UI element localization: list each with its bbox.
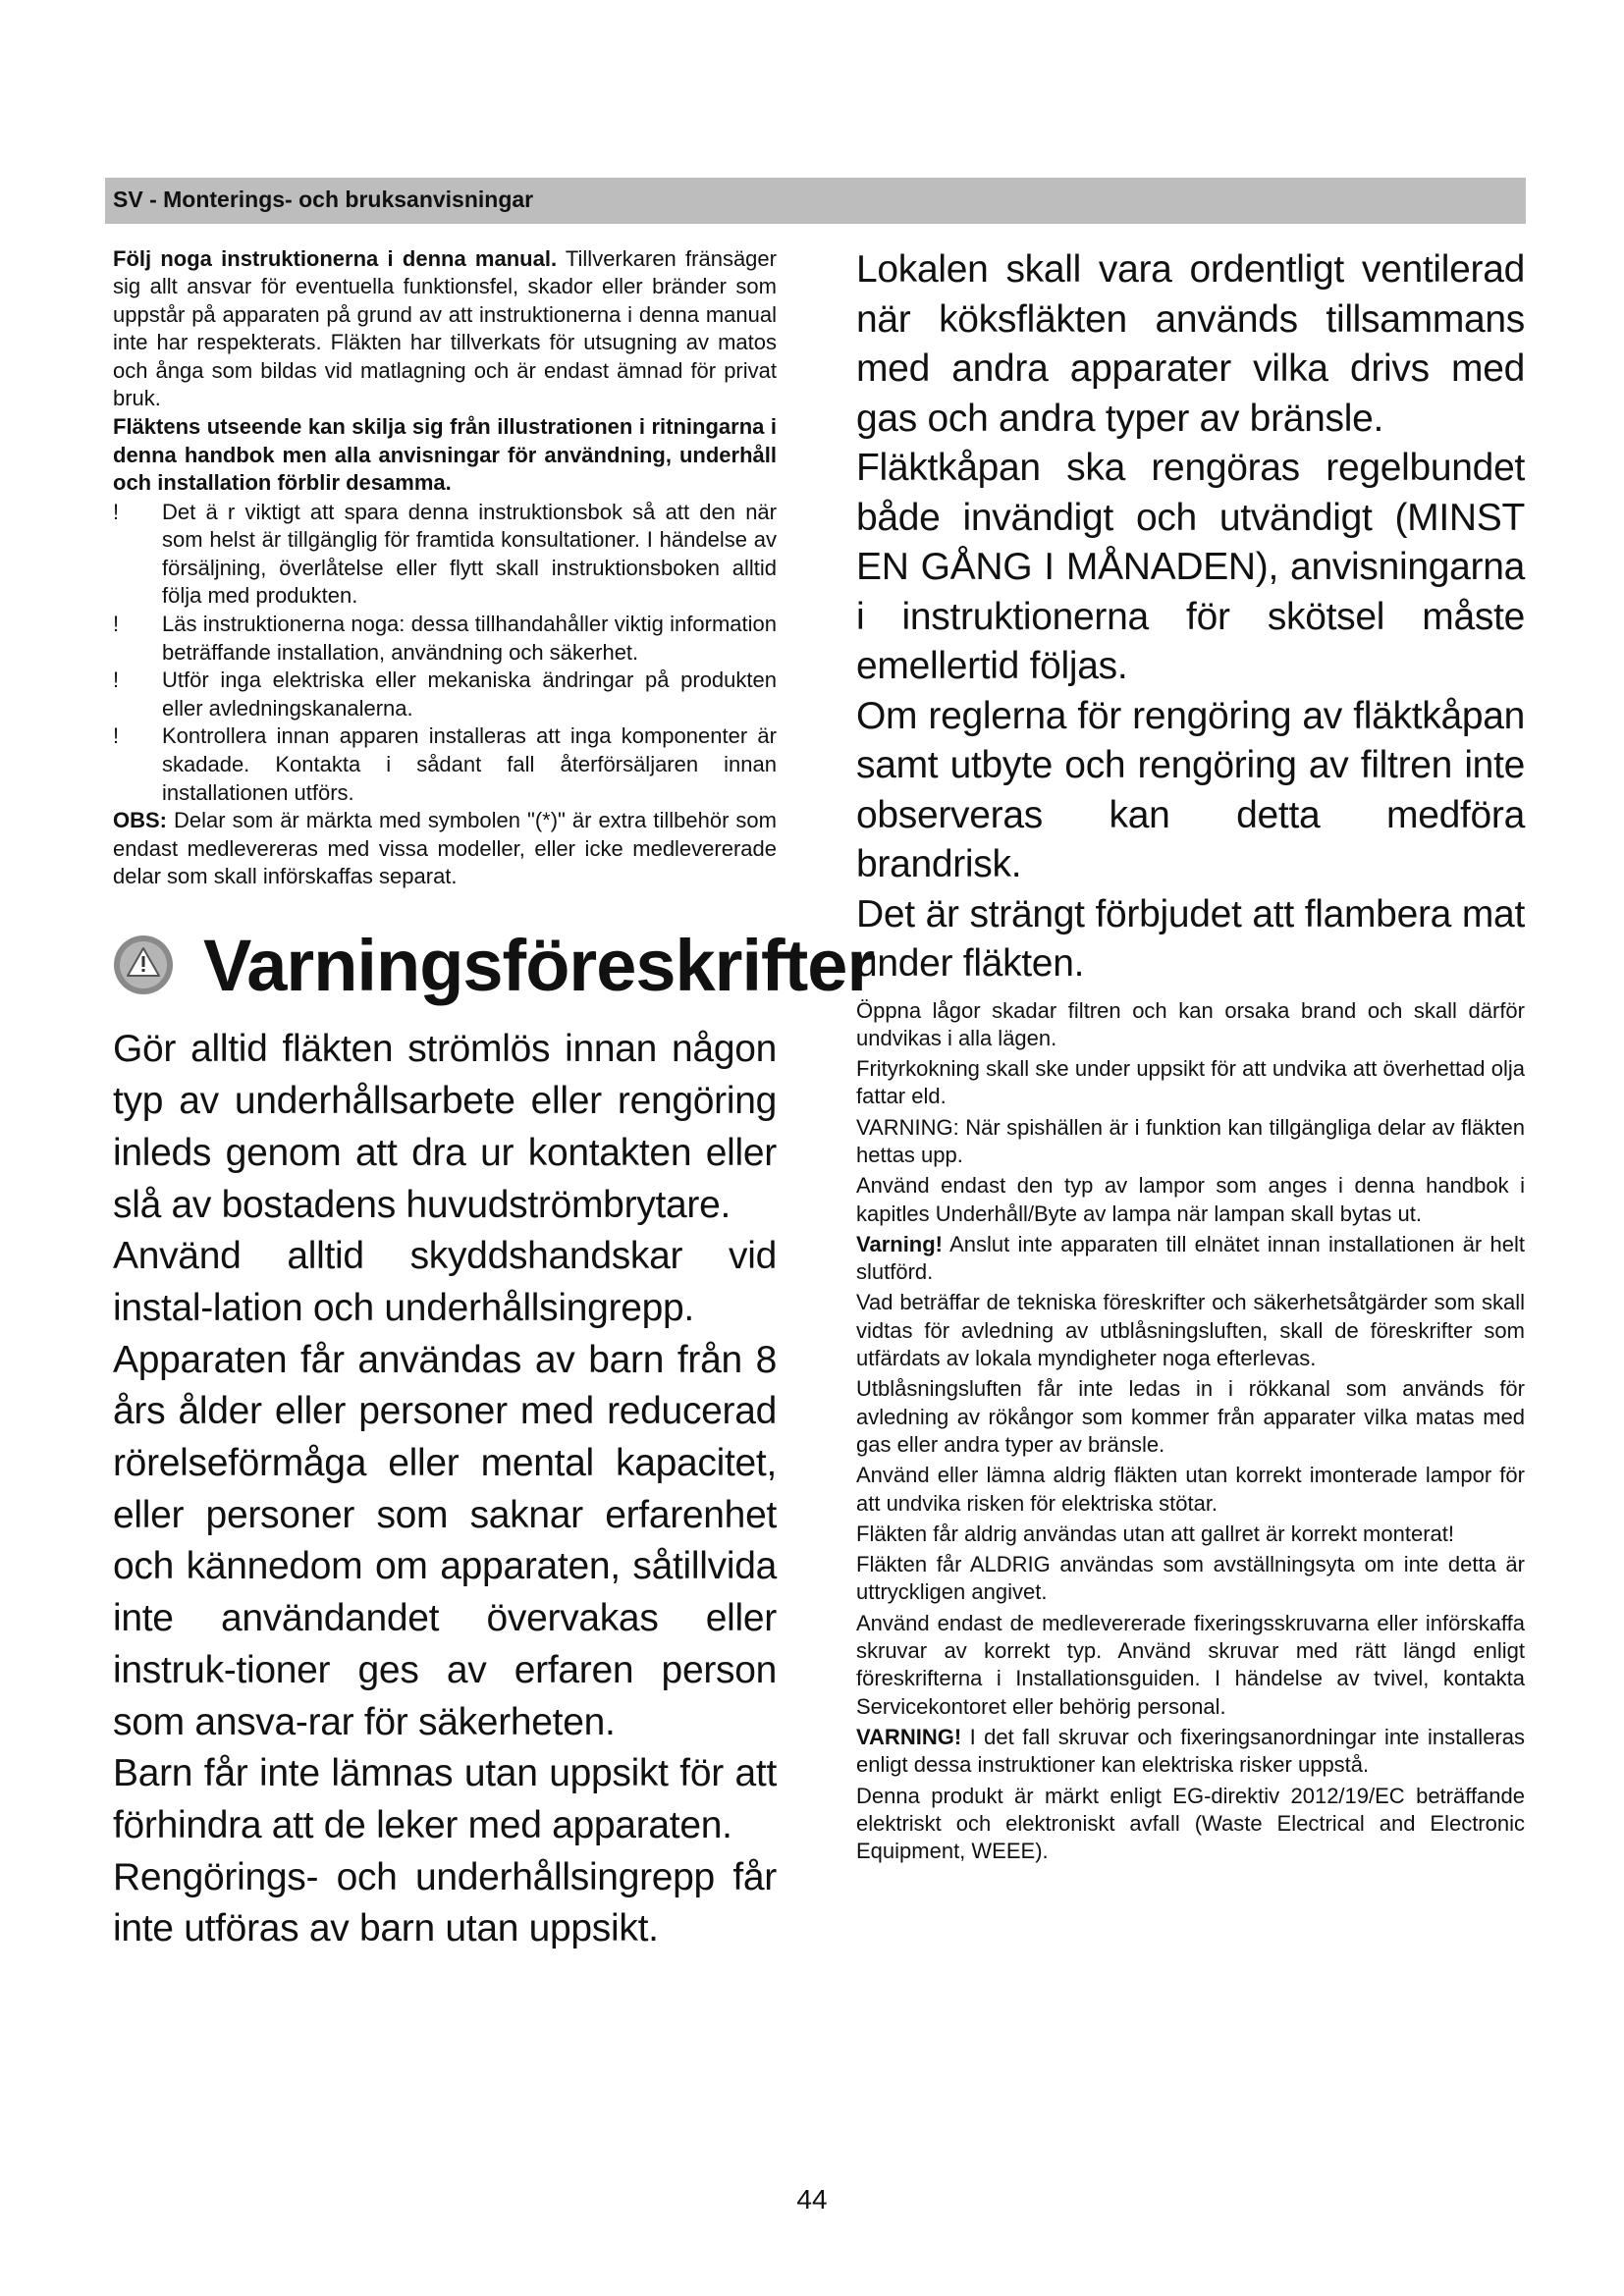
paragraph-text: Fläkten får aldrig användas utan att gallret är korrekt monterat! [856, 1521, 1454, 1546]
paragraph-text: I det fall skruvar och fixeringsanordningar inte installeras enligt dessa instruktioner kan elektriska risker uppstå. [856, 1724, 1525, 1778]
warning-paragraph: Barn får inte lämnas utan uppsikt för att förhindra att de leker med apparaten. [113, 1752, 777, 1846]
obs-paragraph [113, 807, 777, 890]
warning-heading [113, 916, 875, 1014]
exclamation-mark: ! [113, 723, 120, 749]
paragraph-text: Vad beträffar de tekniska föreskrifter och säkerhetsåtgärder som skall vidtas för avledning av utblåsningsluften, skall de föreskrifter som utfärdats av lokala myndigheter noga efterlevas. [856, 1290, 1525, 1371]
paragraph-text: Utblåsningsluften får inte ledas in i rökkanal som används för avledning av rökångor som kommer från apparater vilka matas med gas eller andra typer av bränsle. [856, 1376, 1525, 1457]
small-paragraph [856, 1289, 1525, 1372]
small-paragraph [856, 1724, 1525, 1780]
paragraph-text: Denna produkt är märkt enligt EG-direktiv 2012/19/EC beträffande elektriskt och elektroniskt avfall (Waste Electrical and Electronic Equipment, WEEE). [856, 1783, 1525, 1864]
small-paragraph [856, 1462, 1525, 1518]
appearance-note-text: Fläktens utseende kan skilja sig från illustrationen i ritningarna i denna handbok men alla anvisningar för användning, underhåll och installation förblir desamma. [113, 414, 777, 496]
warning-paragraph: Gör alltid fläkten strömlös innan någon typ av underhållsarbete eller rengöring inleds genom att dra ur kontakten eller slå av bostadens huvudströmbrytare. [113, 1028, 777, 1226]
intro-paragraph [113, 245, 777, 412]
bullet-text: Det ä r viktigt att spara denna instruktionsbok så att den när som helst är tillgänglig för framtida konsultationer. I händelse av försäljning, överlåtelse eller flytt skall instruktionsboken alltid följa med produkten. [162, 499, 777, 609]
appearance-note [113, 413, 777, 497]
large-paragraph: Om reglerna för rengöring av fläktkåpan samt utbyte och rengöring av filtren inte observeras kan detta medföra brandrisk. [856, 694, 1525, 885]
bullet-item [113, 611, 777, 667]
bullet-item [113, 667, 777, 722]
paragraph-text: Öppna lågor skadar filtren och kan orsaka brand och skall därför undvikas i alla lägen. [856, 997, 1525, 1050]
small-paragraph [856, 1114, 1525, 1170]
page-number: 44 [796, 2184, 828, 2215]
intro-bold: Följ noga instruktionerna i denna manual. [113, 246, 558, 271]
small-paragraph [856, 997, 1525, 1053]
right-column [856, 245, 1525, 1868]
small-paragraph [856, 1172, 1525, 1228]
left-column [113, 245, 875, 1955]
large-paragraph: Fläktkåpan ska rengöras regelbundet både invändigt och utvändigt (MINST EN GÅNG I MÅNADEN), anvisningarna i instruktionerna för skötsel måste emellertid följas. [856, 447, 1525, 687]
bullet-item [113, 499, 777, 611]
warning-label: Varning! [856, 1231, 944, 1256]
small-paragraph [856, 1231, 1525, 1287]
warning-paragraph: Apparaten får användas av barn från 8 års ålder eller personer med reducerad rörelseförmåga eller mental kapacitet, eller personer som saknar erfarenhet och kännedom om apparaten, såtillvida inte användandet övervakas eller instruk-tioner ges av erfaren person som ansva-rar för säkerheten. [113, 1338, 777, 1743]
paragraph-text: Frityrkokning skall ske under uppsikt för att undvika att överhettad olja fattar eld. [856, 1056, 1525, 1109]
small-paragraph [856, 1610, 1525, 1721]
warning-paragraph: Använd alltid skyddshandskar vid instal-lation och underhållsingrepp. [113, 1235, 777, 1329]
bullet-text: Läs instruktionerna noga: dessa tillhandahåller viktig information beträffande installation, användning och säkerhet. [162, 612, 777, 665]
bullet-text: Kontrollera innan apparen installeras att inga komponenter är skadade. Kontakta i sådant fall återförsäljaren innan installationen utförs. [162, 723, 777, 805]
paragraph-text: Anslut inte apparaten till elnätet innan installationen är helt slutförd. [856, 1231, 1525, 1285]
bullet-text: Utför inga elektriska eller mekaniska ändringar på produkten eller avledningskanalerna. [162, 667, 777, 721]
intro-text: Tillverkaren fränsäger sig allt ansvar för eventuella funktionsfel, skador eller bränder som uppstår på apparaten på grund av att instruktionerna i denna manual inte har respekterats. Fläkten har tillverkats för utsugning av matos och ånga som bildas vid matlagning och är endast ämnad för privat bruk. [113, 246, 777, 411]
warning-title: Varningsföreskrifter [203, 924, 875, 1006]
small-paragraph [856, 1055, 1525, 1111]
small-paragraph [856, 1551, 1525, 1607]
paragraph-text: Fläkten får ALDRIG användas som avställningsyta om inte detta är uttryckligen angivet. [856, 1552, 1525, 1605]
small-paragraph [856, 1521, 1525, 1548]
exclamation-mark: ! [113, 499, 120, 524]
section-title: SV - Monterings- och bruksanvisningar [113, 187, 534, 212]
paragraph-text: Använd endast den typ av lampor som anges i denna handbok i kapitles Underhåll/Byte av lampa när lampan skall bytas ut. [856, 1173, 1525, 1226]
large-paragraph: Det är strängt förbjudet att flambera mat under fläkten. [856, 892, 1525, 985]
paragraph-text: Använd endast de medlevererade fixeringsskruvarna eller införskaffa skruvar av korrekt typ. Använd skruvar med rätt längd enligt föreskrifterna i Installationsguiden. I händelse av tvivel, kontakta Servicekontoret eller behörig personal. [856, 1610, 1525, 1719]
obs-text: Delar som är märkta med symbolen "(*)" är extra tillbehör som endast medlevereras med vissa modeller, eller icke medlevererade delar som skall införskaffas separat. [113, 808, 777, 888]
large-paragraph: Lokalen skall vara ordentligt ventilerad när köksfläkten används tillsammans med andra apparater vilka drivs med gas och andra typer av bränsle. [856, 248, 1525, 440]
paragraph-text: VARNING: När spishällen är i funktion kan tillgängliga delar av fläkten hettas upp. [856, 1114, 1525, 1167]
bullet-item [113, 722, 777, 807]
exclamation-mark: ! [113, 667, 120, 693]
small-paragraph [856, 1375, 1525, 1459]
small-paragraph [856, 1783, 1525, 1866]
warning-icon [113, 934, 174, 995]
warning-label: VARNING! [856, 1724, 962, 1749]
obs-label: OBS: [113, 808, 167, 833]
paragraph-text: Använd eller lämna aldrig fläkten utan korrekt imonterade lampor för att undvika risken för elektriska stötar. [856, 1463, 1525, 1516]
section-header-bar [105, 178, 1526, 224]
exclamation-mark: ! [113, 612, 120, 637]
warning-paragraph: Rengörings- och underhållsingrepp får inte utföras av barn utan uppsikt. [113, 1855, 777, 1950]
